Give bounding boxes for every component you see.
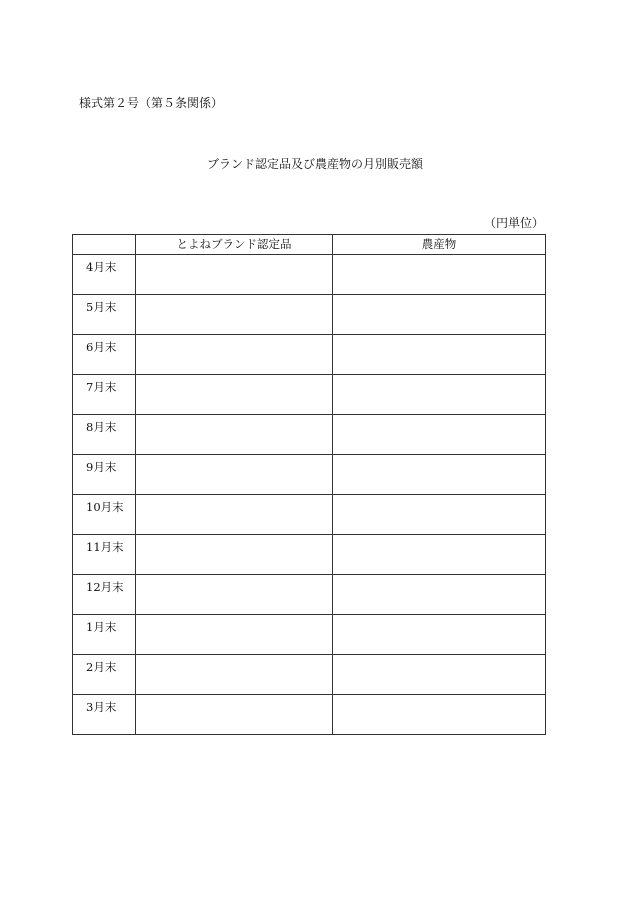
unit-note: （円単位） — [483, 216, 544, 230]
monthly-sales-table — [72, 234, 546, 735]
agri-sales-cell[interactable] — [333, 335, 546, 375]
month-label: 10月末 — [73, 495, 136, 535]
brand-sales-cell[interactable] — [136, 415, 333, 455]
form-number: 様式第２号（第５条関係） — [79, 96, 224, 110]
table-row — [73, 575, 546, 615]
agri-sales-cell[interactable] — [333, 455, 546, 495]
document-title: ブランド認定品及び農産物の月別販売額 — [206, 157, 423, 171]
month-label: 6月末 — [73, 335, 136, 375]
month-label: 8月末 — [73, 415, 136, 455]
agri-sales-cell[interactable] — [333, 255, 546, 295]
table-header-row — [73, 235, 546, 255]
brand-sales-cell[interactable] — [136, 255, 333, 295]
table-row — [73, 655, 546, 695]
header-agricultural-products: 農産物 — [333, 235, 546, 255]
month-label: 4月末 — [73, 255, 136, 295]
month-label: 3月末 — [73, 695, 136, 735]
table-row — [73, 375, 546, 415]
agri-sales-cell[interactable] — [333, 655, 546, 695]
table-row — [73, 415, 546, 455]
month-label: 11月末 — [73, 535, 136, 575]
agri-sales-cell[interactable] — [333, 415, 546, 455]
table-row — [73, 335, 546, 375]
agri-sales-cell[interactable] — [333, 575, 546, 615]
brand-sales-cell[interactable] — [136, 655, 333, 695]
brand-sales-cell[interactable] — [136, 495, 333, 535]
brand-sales-cell[interactable] — [136, 695, 333, 735]
brand-sales-cell[interactable] — [136, 455, 333, 495]
agri-sales-cell[interactable] — [333, 295, 546, 335]
month-label: 1月末 — [73, 615, 136, 655]
brand-sales-cell[interactable] — [136, 295, 333, 335]
header-month-cell — [73, 235, 136, 255]
brand-sales-cell[interactable] — [136, 535, 333, 575]
agri-sales-cell[interactable] — [333, 615, 546, 655]
table-row — [73, 255, 546, 295]
month-label: 7月末 — [73, 375, 136, 415]
brand-sales-cell[interactable] — [136, 615, 333, 655]
brand-sales-cell[interactable] — [136, 575, 333, 615]
table-row — [73, 295, 546, 335]
brand-sales-cell[interactable] — [136, 335, 333, 375]
header-brand-products: とよねブランド認定品 — [136, 235, 333, 255]
month-label: 5月末 — [73, 295, 136, 335]
table-row — [73, 695, 546, 735]
table-row — [73, 495, 546, 535]
agri-sales-cell[interactable] — [333, 695, 546, 735]
agri-sales-cell[interactable] — [333, 375, 546, 415]
brand-sales-cell[interactable] — [136, 375, 333, 415]
table-row — [73, 455, 546, 495]
month-label: 2月末 — [73, 655, 136, 695]
table-row — [73, 535, 546, 575]
agri-sales-cell[interactable] — [333, 495, 546, 535]
month-label: 9月末 — [73, 455, 136, 495]
agri-sales-cell[interactable] — [333, 535, 546, 575]
table-row — [73, 615, 546, 655]
month-label: 12月末 — [73, 575, 136, 615]
